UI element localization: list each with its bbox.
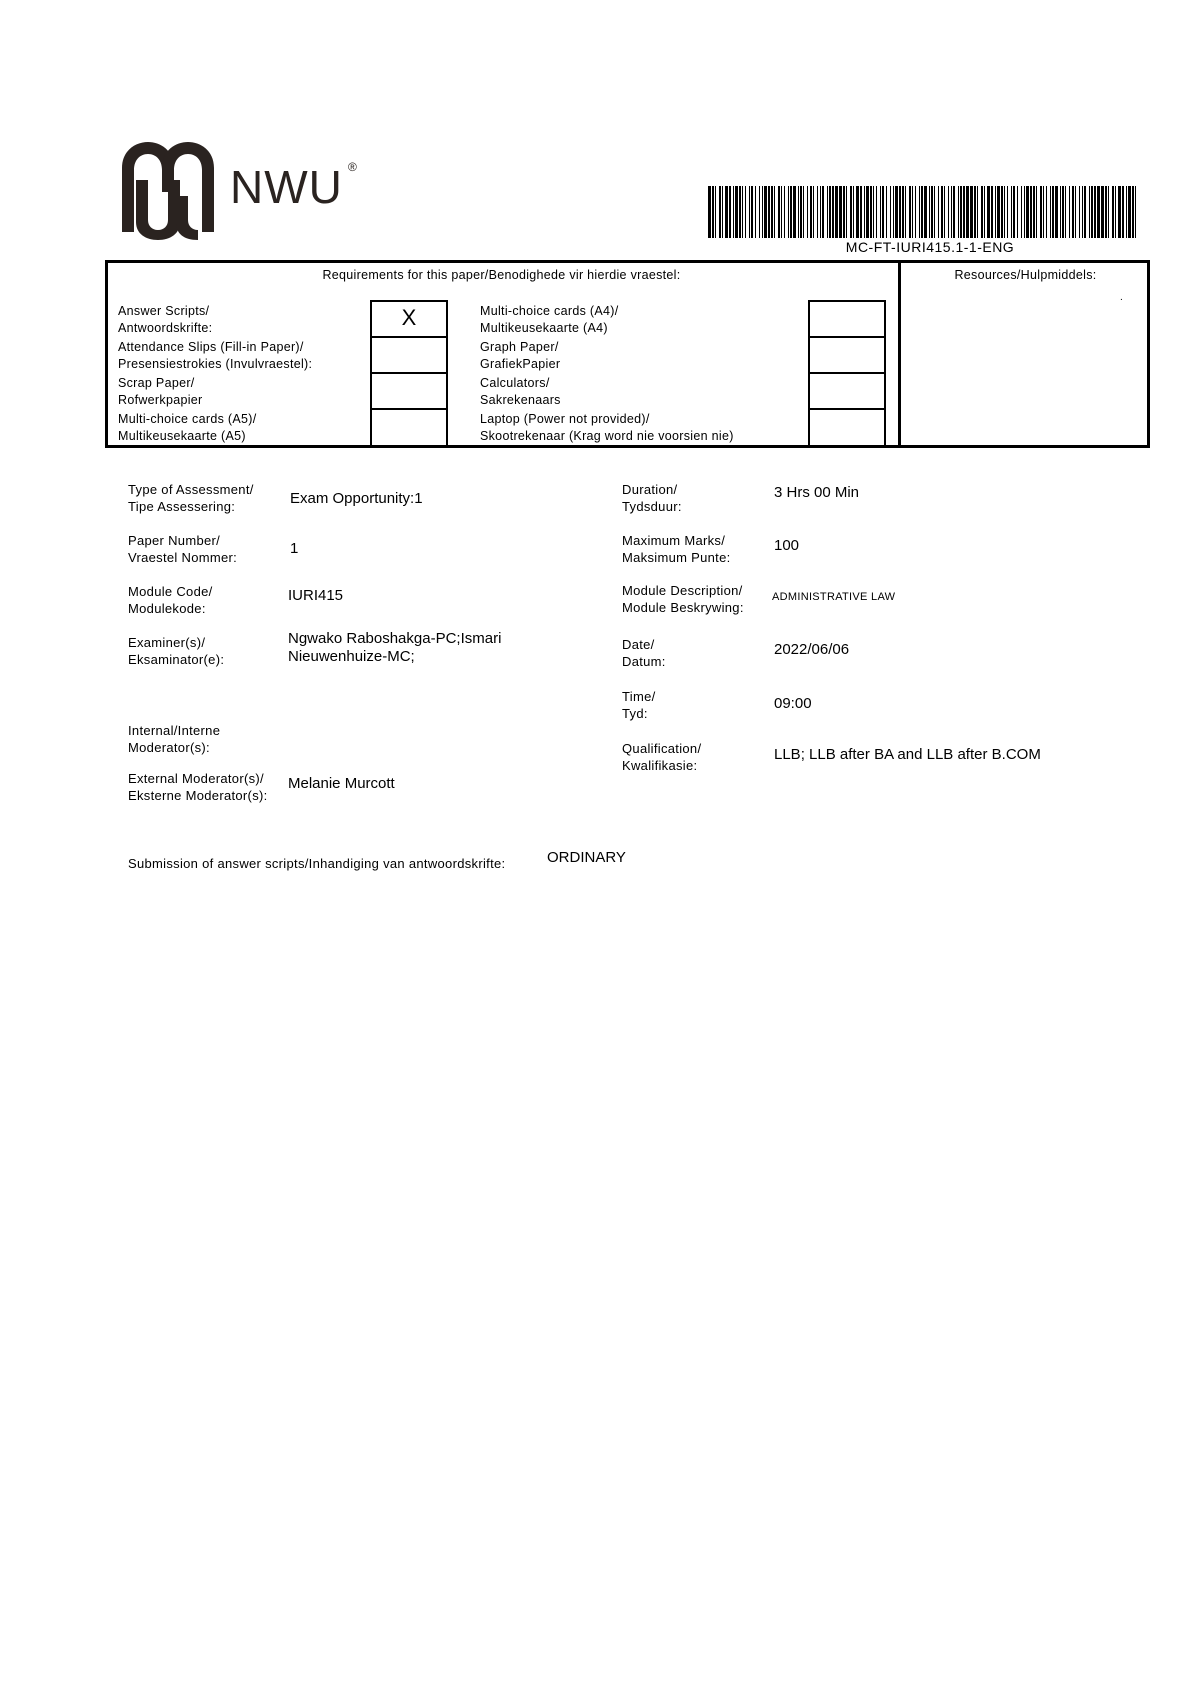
duration-label: Duration/ Tydsduur: (622, 482, 682, 514)
module-description-label: Module Description/ Module Beskrywing: (622, 583, 744, 615)
submission-value: ORDINARY (547, 849, 626, 866)
maximum-marks-value: 100 (774, 537, 800, 554)
module-description-value: ADMINISTRATIVE LAW (772, 591, 896, 603)
registered-mark: ® (348, 160, 357, 174)
external-moderator-label: External Moderator(s)/ Eksterne Moderator(s): (128, 771, 268, 803)
examiners-label: Examiner(s)/ Eksaminator(e): (128, 635, 225, 667)
qualification-value: LLB; LLB after BA and LLB after B.COM (774, 746, 1041, 763)
answer-scripts-mark: X (401, 305, 417, 330)
req-scrap-paper-label: Scrap Paper/ Rofwerkpapier (118, 376, 203, 407)
internal-moderator-label: Internal/Interne Moderator(s): (128, 723, 221, 755)
paper-number-value: 1 (290, 540, 299, 557)
time-label: Time/ Tyd: (622, 689, 656, 721)
barcode-code: MC-FT-IURI415.1-1-ENG (845, 239, 1015, 255)
req-laptop-label: Laptop (Power not provided)/ Skootrekenaar (Krag word nie voorsien nie) (480, 412, 734, 443)
right-checkbox-column (808, 300, 886, 448)
barcode-icon (708, 186, 1138, 238)
date-label: Date/ Datum: (622, 637, 666, 669)
type-of-assessment-value: Exam Opportunity:1 (290, 490, 423, 507)
req-mc-cards-a5-label: Multi-choice cards (A5)/ Multikeusekaarte (A5) (118, 412, 257, 443)
resources-title: Resources/Hulpmiddels: (954, 268, 1097, 282)
logo-wordmark: NWU (230, 161, 343, 213)
module-code-label: Module Code/ Modulekode: (128, 584, 213, 616)
type-of-assessment-label: Type of Assessment/ Tipe Assessering: (128, 482, 254, 514)
submission-label: Submission of answer scripts/Inhandiging van antwoordskrifte: (128, 856, 506, 871)
req-mc-cards-a4-label: Multi-choice cards (A4)/ Multikeusekaarte (A4) (480, 304, 619, 335)
resources-value: . (1120, 292, 1123, 303)
qualification-label: Qualification/ Kwalifikasie: (622, 741, 702, 773)
maximum-marks-label: Maximum Marks/ Maksimum Punte: (622, 533, 731, 565)
req-calculators-label: Calculators/ Sakrekenaars (480, 376, 561, 407)
req-attendance-slips-label: Attendance Slips (Fill-in Paper)/ Presensiestrokies (Invulvraestel): (118, 340, 313, 371)
time-value: 09:00 (774, 695, 812, 712)
examiners-value: Ngwako Raboshakga-PC;Ismari Nieuwenhuize-MC; (288, 630, 502, 665)
req-graph-paper-label: Graph Paper/ GrafiekPapier (480, 340, 561, 371)
paper-number-label: Paper Number/ Vraestel Nommer: (128, 533, 238, 565)
resources-divider (898, 260, 901, 448)
module-code-value: IURI415 (288, 587, 344, 604)
date-value: 2022/06/06 (774, 641, 850, 658)
req-answer-scripts-label: Answer Scripts/ Antwoordskrifte: (118, 304, 213, 335)
external-moderator-value: Melanie Murcott (288, 775, 395, 792)
requirements-title: Requirements for this paper/Benodighede vir hierdie vraestel: (322, 268, 681, 282)
duration-value: 3 Hrs 00 Min (774, 484, 860, 501)
